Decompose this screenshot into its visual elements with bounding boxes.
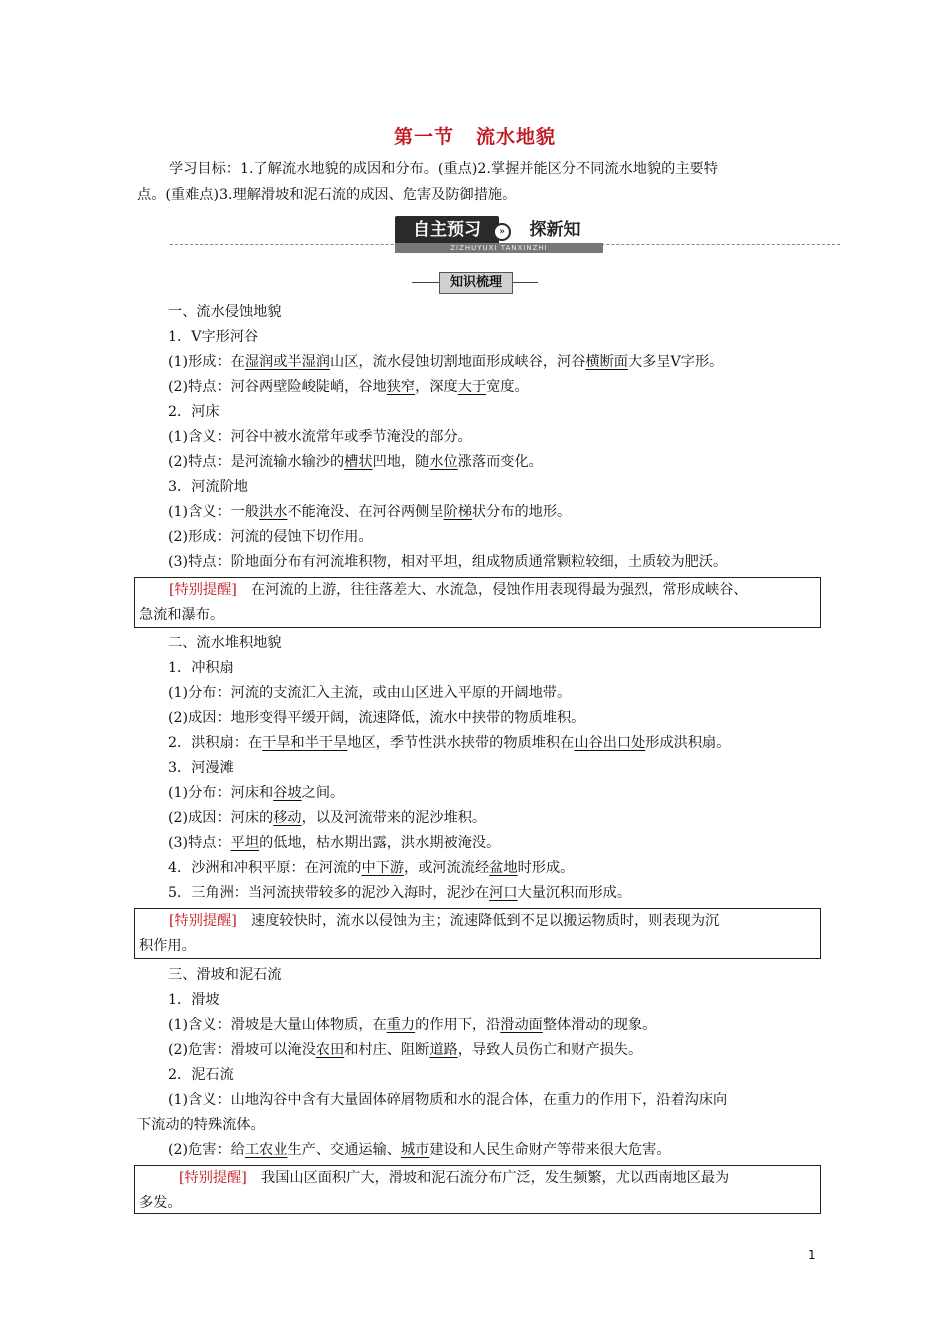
special-reminder-box: [特别提醒] 速度较快时，流水以侵蚀为主；流速降低到不足以搬运物质时，则表现为沉 积作用。 [134,908,821,959]
special-reminder-box: [特别提醒] 我国山区面积广大，滑坡和泥石流分布广泛，发生频繁，尤以西南地区最为 多发。 [134,1165,821,1214]
heading-3: 三、滑坡和泥石流 [168,967,282,983]
title-part2: 流水地貌 [476,126,557,148]
text-line: 下流动的特殊流体。 [137,1117,265,1133]
blank-answer: 横断面 [585,354,628,370]
text-line: (2)危害：滑坡可以淹没农田和村庄、阻断道路，导致人员伤亡和财产损失。 [168,1042,643,1058]
text-line: (1)形成：在湿润或半湿润山区，流水侵蚀切割地面形成峡谷，河谷横断面大多呈V字形。 [168,354,724,370]
blank-answer: 移动 [273,810,302,826]
blank-answer: 阶梯 [443,504,472,520]
subheading: 2．泥石流 [168,1067,234,1083]
reminder-tag: [特别提醒] [169,913,237,929]
text-line: (2)成因：河床的移动，以及河流带来的泥沙堆积。 [168,810,487,826]
intro-line1: 学习目标：1.了解流水地貌的成因和分布。(重点)2.掌握并能区分不同流水地貌的主要特 [169,161,718,177]
page-title [0,122,950,149]
text-line: (2)形成：河流的侵蚀下切作用。 [168,529,373,545]
subheading: 1．冲积扇 [168,660,234,676]
subheading: 3．河流阶地 [168,479,248,495]
intro-line2: 点。(重难点)3.理解滑坡和泥石流的成因、危害及防御措施。 [137,187,517,203]
text-line: (1)含义：河谷中被水流常年或季节淹没的部分。 [168,429,472,445]
text-line: (3)特点：阶地面分布有河流堆积物，相对平坦，组成物质通常颗粒较细，土质较为肥沃。 [168,554,728,570]
text-line: (2)危害：给工农业生产、交通运输、城市建设和人民生命财产等带来很大危害。 [168,1142,671,1158]
blank-answer: 洪水 [259,504,288,520]
blank-answer: 河口 [489,885,518,901]
text-line: (3)特点：平坦的低地，枯水期出露，洪水期被淹没。 [168,835,501,851]
page-number: 1 [808,1248,816,1262]
text-line: (1)分布：河流的支流汇入主流，或由山区进入平原的开阔地带。 [168,685,572,701]
text-line: (1)分布：河床和谷坡之间。 [168,785,345,801]
title-part1: 第一节 [393,126,454,148]
heading-1: 一、流水侵蚀地貌 [168,304,282,320]
banner-box [395,216,603,252]
banner-left: 自主预习 [395,216,499,244]
blank-answer: 道路 [429,1042,458,1058]
blank-answer: 滑动面 [500,1017,543,1033]
blank-answer: 湿润或半湿润 [244,354,330,370]
blank-answer: 盆地 [489,860,518,876]
blank-answer: 平坦 [230,835,260,851]
reminder-tag: [特别提醒] [169,582,237,598]
learning-goals [137,156,823,208]
subheading: 1．滑坡 [168,992,220,1008]
text-line: 5．三角洲：当河流挟带较多的泥沙入海时，泥沙在河口大量沉积而形成。 [168,885,632,901]
text-line: (1)含义：山地沟谷中含有大量固体碎屑物质和水的混合体，在重力的作用下，沿着沟床向 [168,1092,728,1108]
banner-pinyin: ZIZHUYUXI TANXINZHI [395,243,603,253]
text-line: (2)成因：地形变得平缓开阔，流速降低，流水中挟带的物质堆积。 [168,710,586,726]
blank-answer: 城市 [400,1142,430,1158]
blank-answer: 农田 [315,1042,345,1058]
banner-right: 探新知 [529,220,581,240]
blank-answer: 水位 [429,454,458,470]
text-line: 2．洪积扇：在干旱和半干旱地区，季节性洪水挟带的物质堆积在山谷出口处形成洪积扇。 [168,735,731,751]
text-line: (1)含义：一般洪水不能淹没、在河谷两侧呈阶梯状分布的地形。 [168,504,572,520]
reminder-tag: [特别提醒] [179,1170,247,1186]
heading-2: 二、流水堆积地貌 [168,635,282,651]
subheading: 2．河床 [168,404,220,420]
blank-answer: 山谷出口处 [574,735,646,751]
section-tag [412,271,538,293]
text-line: 4．沙洲和冲积平原：在河流的中下游，或河流流经盆地时形成。 [168,860,575,876]
section-banner [170,212,840,252]
blank-answer: 大于 [457,379,487,395]
blank-answer: 工农业 [244,1142,288,1158]
tag-label: 知识梳理 [439,272,513,294]
arrow-icon: » [493,223,511,241]
blank-answer: 重力 [386,1017,416,1033]
text-line: (2)特点：河谷两壁险峻陡峭，谷地狭窄，深度大于宽度。 [168,379,529,395]
subheading: 3．河漫滩 [168,760,234,776]
text-line: (2)特点：是河流输水输沙的槽状凹地，随水位涨落而变化。 [168,454,543,470]
blank-answer: 槽状 [344,454,373,470]
special-reminder-box: [特别提醒] 在河流的上游，往往落差大、水流急，侵蚀作用表现得最为强烈，常形成峡谷、 急流和瀑布。 [134,577,821,628]
blank-answer: 干旱和半干旱 [262,735,348,751]
blank-answer: 谷坡 [273,785,302,801]
text-line: (1)含义：滑坡是大量山体物质，在重力的作用下，沿滑动面整体滑动的现象。 [168,1017,657,1033]
blank-answer: 狭窄 [386,379,416,395]
blank-answer: 中下游 [361,860,405,876]
subheading: 1．V字形河谷 [168,329,259,345]
